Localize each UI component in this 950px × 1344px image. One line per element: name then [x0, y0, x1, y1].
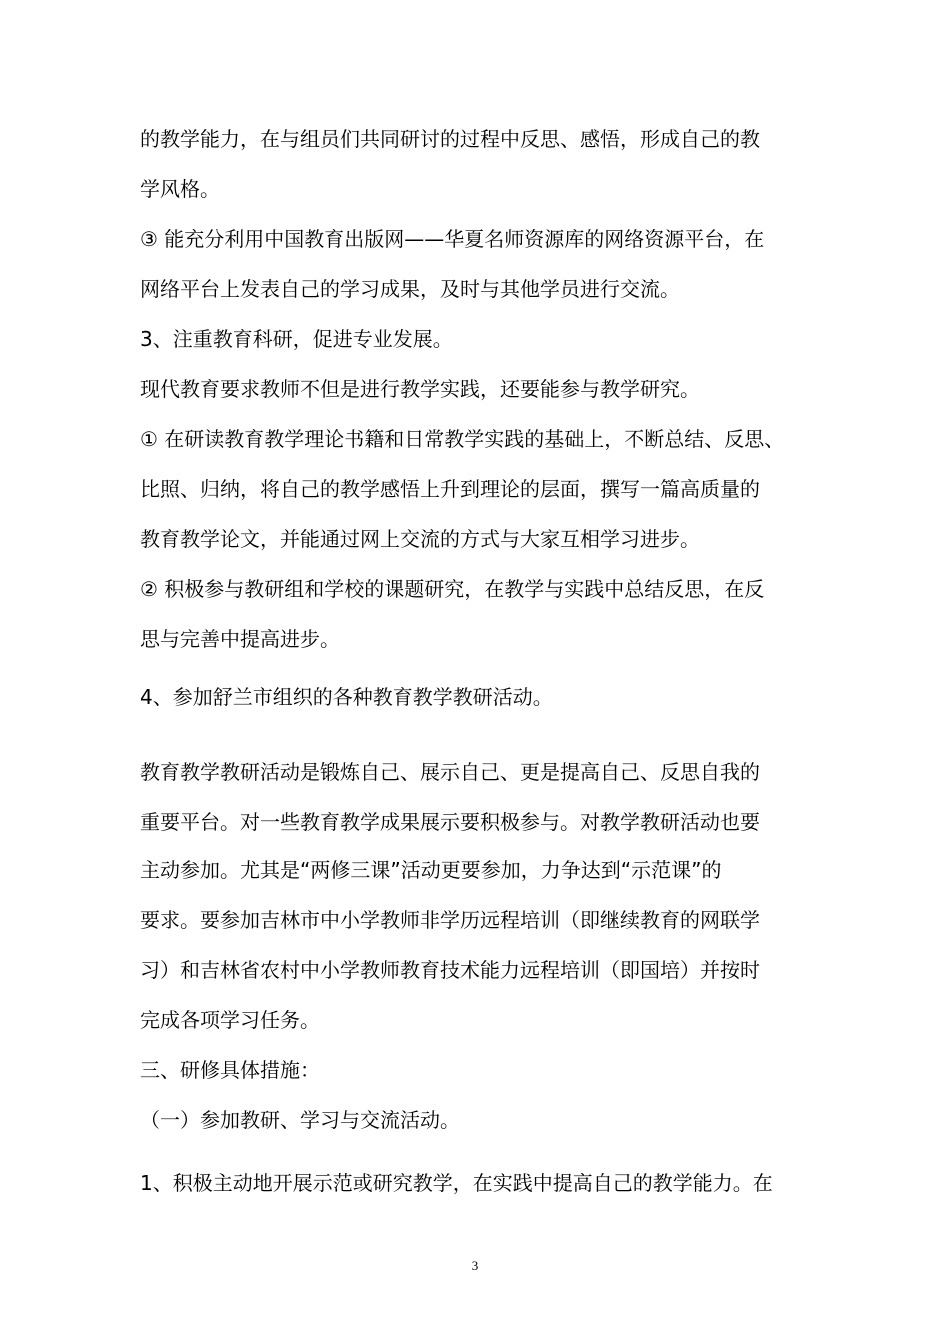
- section-heading: 3、注重教育科研，促进专业发展。: [140, 327, 453, 351]
- section-heading: 4、参加舒兰市组织的各种教育教学教研活动。: [140, 685, 553, 709]
- text-line: 主动参加。尤其是“两修三课”活动更要参加，力争达到“示范课”的: [140, 858, 722, 882]
- text-line: 习）和吉林省农村中小学教师教育技术能力远程培训（即国培）并按时: [140, 958, 760, 982]
- sub-heading: （一）参加教研、学习与交流活动。: [140, 1108, 460, 1132]
- text-line: 比照、归纳，将自己的教学感悟上升到理论的层面，撰写一篇高质量的: [140, 477, 760, 501]
- page-number: 3: [471, 1258, 479, 1273]
- text-line: 教育教学论文，并能通过网上交流的方式与大家互相学习进步。: [140, 527, 700, 551]
- text-line: 思与完善中提高进步。: [140, 627, 340, 651]
- text-line: ③ 能充分利用中国教育出版网——华夏名师资源库的网络资源平台，在: [140, 227, 765, 251]
- text-line: 要求。要参加吉林市中小学教师非学历远程培训（即继续教育的网联学: [140, 908, 760, 932]
- text-line: 完成各项学习任务。: [140, 1008, 320, 1032]
- text-line: ② 积极参与教研组和学校的课题研究，在教学与实践中总结反思，在反: [140, 577, 765, 601]
- text-line: 的教学能力，在与组员们共同研讨的过程中反思、感悟，形成自己的教: [140, 127, 760, 151]
- text-line: 网络平台上发表自己的学习成果，及时与其他学员进行交流。: [140, 277, 680, 301]
- text-line: 教育教学教研活动是锻炼自己、展示自己、更是提高自己、反思自我的: [140, 760, 760, 784]
- section-heading: 三、研修具体措施：: [140, 1058, 320, 1082]
- text-line: 现代教育要求教师不但是进行教学实践，还要能参与教学研究。: [140, 377, 700, 401]
- text-line: ① 在研读教育教学理论书籍和日常教学实践的基础上，不断总结、反思、: [140, 427, 785, 451]
- text-line: 学风格。: [140, 177, 220, 201]
- text-line: 1、积极主动地开展示范或研究教学，在实践中提高自己的教学能力。在: [140, 1171, 773, 1195]
- text-line: 重要平台。对一些教育教学成果展示要积极参与。对教学教研活动也要: [140, 810, 760, 834]
